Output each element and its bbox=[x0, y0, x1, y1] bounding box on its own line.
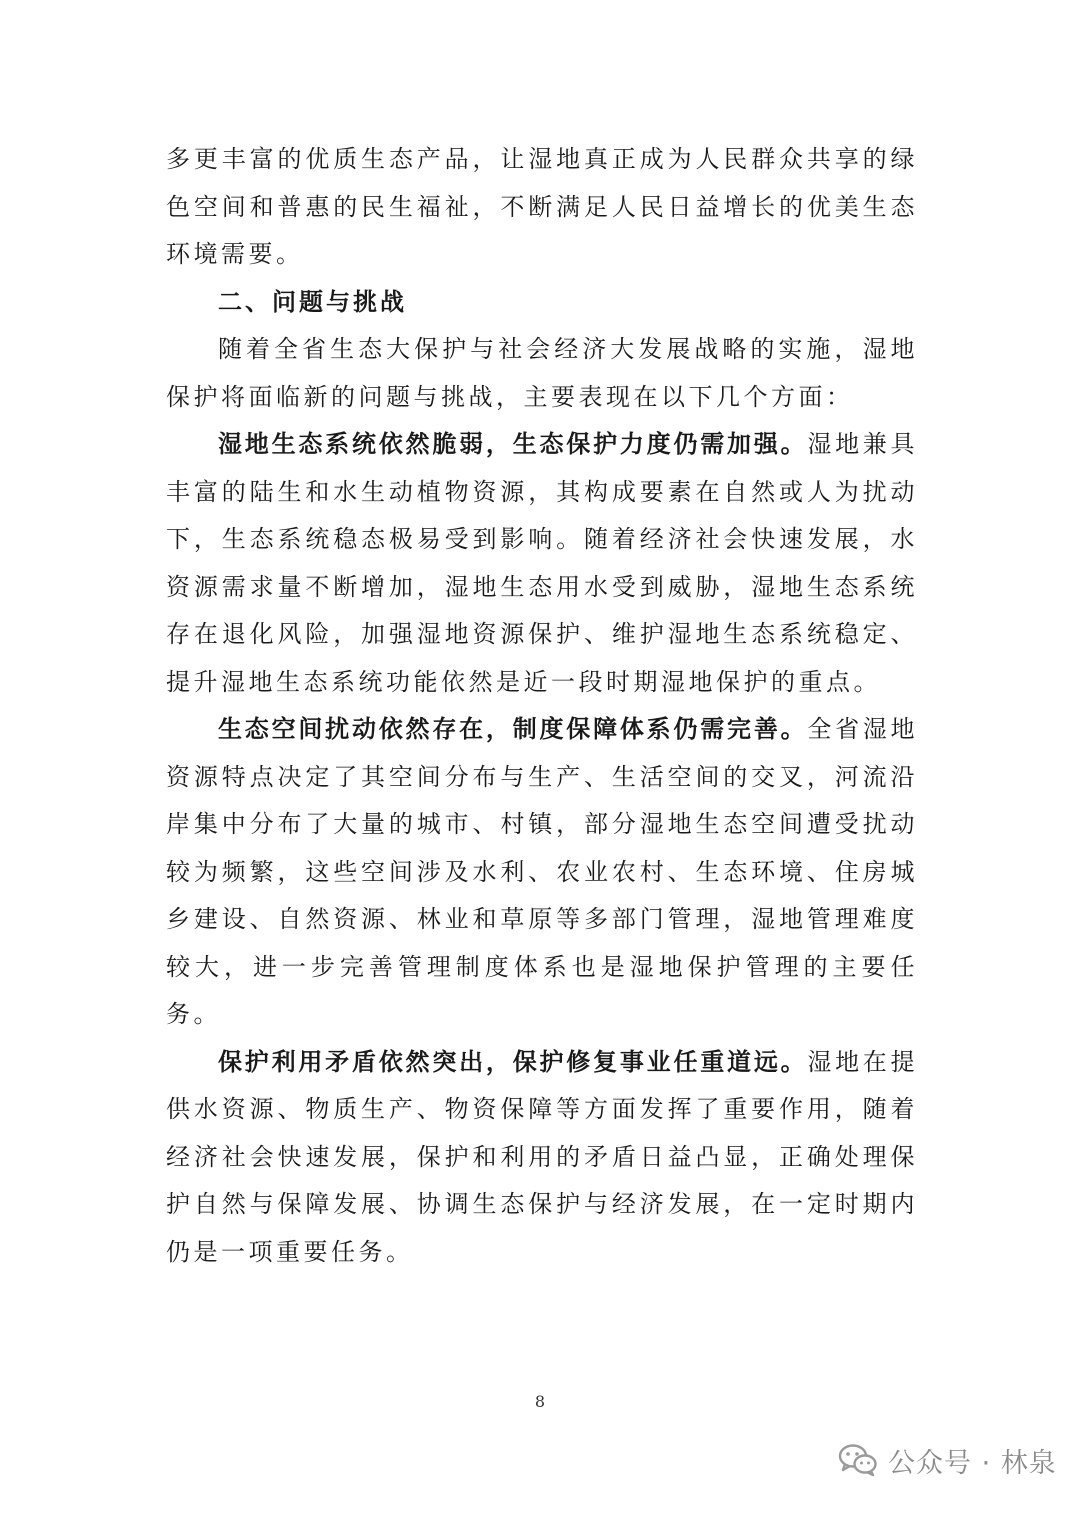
paragraph-lead: 保护利用矛盾依然突出，保护修复事业任重道远。 bbox=[218, 1047, 808, 1076]
paragraph-intro bbox=[166, 326, 918, 421]
section-heading-text: 二、问题与挑战 bbox=[218, 287, 407, 316]
paragraph-utilization bbox=[166, 1039, 918, 1277]
watermark-text: 公众号 · 林泉 bbox=[888, 1447, 1057, 1479]
watermark bbox=[838, 1438, 1057, 1482]
paragraph-lead: 湿地生态系统依然脆弱，生态保护力度仍需加强。 bbox=[218, 430, 808, 458]
section-heading bbox=[166, 279, 918, 327]
document-body bbox=[166, 136, 918, 1276]
wechat-icon bbox=[838, 1443, 878, 1477]
paragraph-lead: 生态空间扰动依然存在，制度保障体系仍需完善。 bbox=[218, 715, 808, 743]
paragraph-ecosystem bbox=[166, 421, 918, 706]
paragraph-text: 湿地在提供水资源、物质生产、物资保障等方面发挥了重要作用，随着经济社会快速发展，保护和利用的矛盾日益凸显，正确处理保护自然与保障发展、协调生态保护与经济发展，在一定时期内仍是一项重要任务。 bbox=[166, 1047, 918, 1266]
paragraph-text: 随着全省生态大保护与社会经济大发展战略的实施，湿地保护将面临新的问题与挑战，主要表现在以下几个方面： bbox=[166, 335, 918, 411]
paragraph-text: 多更丰富的优质生态产品，让湿地真正成为人民群众共享的绿色空间和普惠的民生福祉，不断满足人民日益增长的优美生态环境需要。 bbox=[166, 145, 918, 268]
paragraph-space bbox=[166, 706, 918, 1039]
paragraph-text: 湿地兼具丰富的陆生和水生动植物资源，其构成要素在自然或人为扰动下，生态系统稳态极易受到影响。随着经济社会快速发展，水资源需求量不断增加，湿地生态用水受到威胁，湿地生态系统存在退化风险，加强湿地资源保护、维护湿地生态系统稳定、提升湿地生态系统功能依然是近一段时期湿地保护的重点。 bbox=[166, 430, 918, 696]
page-number: 8 bbox=[534, 1392, 546, 1411]
paragraph-text: 全省湿地资源特点决定了其空间分布与生产、生活空间的交叉，河流沿岸集中分布了大量的城市、村镇，部分湿地生态空间遭受扰动较为频繁，这些空间涉及水利、农业农村、生态环境、住房城乡建设、自然资源、林业和草原等多部门管理，湿地管理难度较大，进一步完善管理制度体系也是湿地保护管理的主要任务。 bbox=[166, 715, 918, 1028]
paragraph-continuation bbox=[166, 136, 918, 279]
